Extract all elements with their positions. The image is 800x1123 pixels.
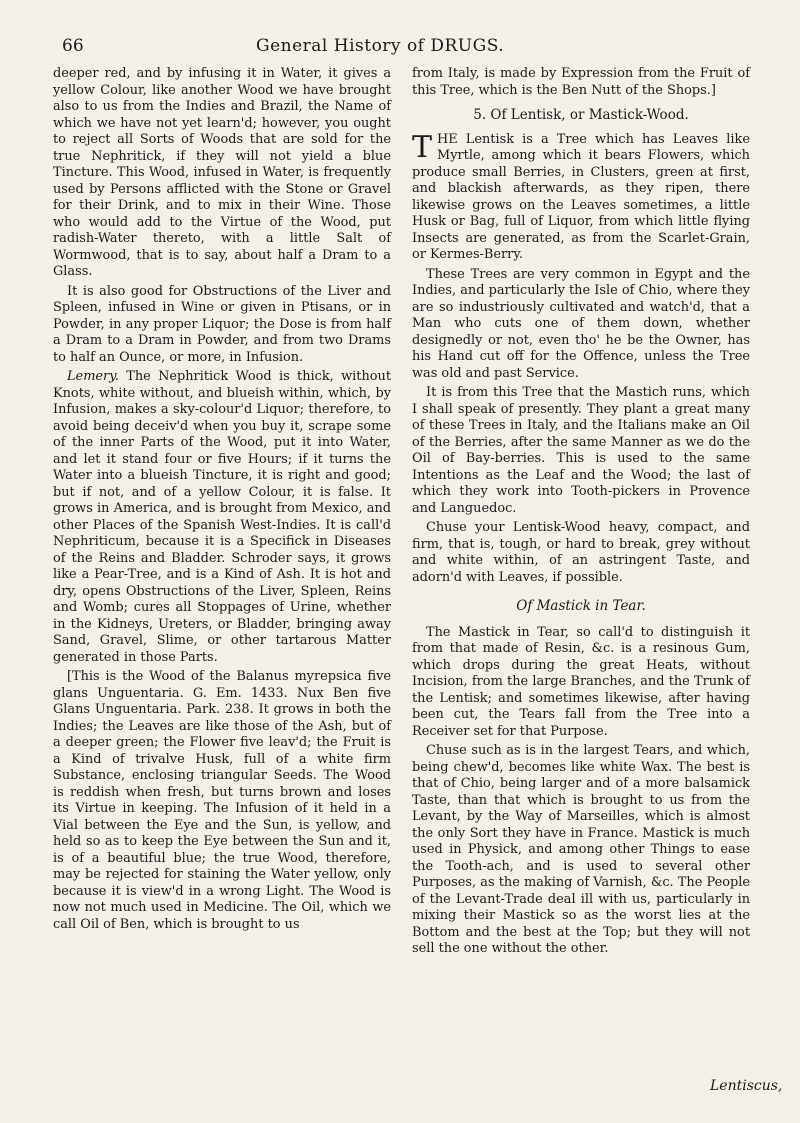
- drop-cap: T: [412, 129, 433, 165]
- right-paragraph-2-text: HE Lentisk is a Tree which has Leaves like Myrtle, among which it bears Flowers, which produce small Berries, in Clusters, green at first, and blackish afterwards, as they ripen, there likewise grows on the Leaves sometimes, a little Husk or Bag, full of Liquor, from which little flying Insects are generated, as from the Scarlet-Grain, or Kermes-Berry.: [412, 131, 750, 262]
- right-paragraph-4: It is from this Tree that the Mastich runs, which I shall speak of presently. They plant a great many of these Trees in Italy, and the Italians make an Oil of the Berries, after the same Manner as we do the Oil of Bay-berries. This is used to the same Intentions as the Leaf and the Wood; the last of which they work into Tooth-pickers in Provence and Languedoc.: [412, 385, 750, 516]
- running-title: General History of DRUGS.: [256, 36, 505, 56]
- margin-note-lemery: Lemery.: [67, 369, 127, 384]
- left-paragraph-4: [This is the Wood of the Balanus myrepsica five glans Unguentaria. G. Em. 1433. Nux Ben five Glans Unguentaria. Park. 238. It grows in both the Indies; the Leaves are like those of the Ash, but of a deeper green; the Flower five leav'd; the Fruit is a Kind of trivalve Husk, full of a white firm Substance, enclosing triangular Seeds. The Wood is reddish when fresh, but turns brown and loses its Virtue in keeping. The Infusion of it held in a Vial between the Eye and the Sun, is yellow, and held so as to keep the Eye between the Sun and it, is of a beautiful blue; the true Wood, therefore, may be rejected for staining the Water yellow, only because it is view'd in a wrong Light. The Wood is now not much used in Medicine. The Oil, which we call Oil of Ben, which is brought to us: [53, 669, 391, 932]
- right-paragraph-7: Chuse such as is in the largest Tears, and which, being chew'd, becomes like white Wax. The best is that of Chio, being larger and of a more balsamick Taste, than that which is brought to us from the Levant, by the Way of Marseilles, which is almost the only Sort they have in France. Mastick is much used in Physick, and among other Things to ease the Tooth-ach, and is used to several other Purposes, as the making of Varnish, &c. The People of the Levant-Trade deal ill with us, particularly in mixing their Mastick so as the worst lies at the Bottom and the best at the Top; but they will not sell the one without the other.: [412, 743, 750, 956]
- section-heading: 5. Of Lentisk, or Mastick-Wood.: [473, 107, 689, 123]
- right-paragraph-3: These Trees are very common in Egypt and the Indies, and particularly the Isle of Chio, where they are so industriously cultivated and watch'd, that a Man who cuts one of them down, whether designedly or not, even tho' he be the Owner, has his Hand cut off for the Offence, unless the Tree was old and past Service.: [412, 266, 750, 381]
- right-paragraph-2: [412, 129, 750, 264]
- left-paragraph-1: deeper red, and by infusing it in Water, it gives a yellow Colour, like another Wood we have brought also to us from the Indies and Brazil, the Name of which we have not yet learn'd; however, you ought to reject all Sorts of Woods that are sold for the true Nephritick, if they will not yield a blue Tincture. This Wood, infused in Water, is frequently used by Persons afflicted with the Stone or Gravel for their Drink, and to mix in their Wine. Those who would add to the Virtue of the Wood, put radish-Water thereto, with a little Salt of Wormwood, that is to say, about half a Dram to a Glass.: [53, 66, 391, 279]
- right-paragraph-1: from Italy, is made by Expression from the Fruit of this Tree, which is the Ben Nutt of the Shops.]: [412, 66, 750, 98]
- left-column: [53, 66, 391, 933]
- left-paragraph-2: It is also good for Obstructions of the Liver and Spleen, infused in Wine or given in Ptisans, or in Powder, in any proper Liquor; the Dose is from half a Dram to a Dram in Powder, and from two Drams to half an Ounce, or more, in Infusion.: [53, 283, 391, 365]
- left-paragraph-3-text: The Nephritick Wood is thick, without Knots, white without, and blueish within, which, by Infusion, makes a sky-colour'd Liquor; therefore, to avoid being deceiv'd when you buy it, scrape some of the inner Parts of the Wood, put it into Water, and let it stand four or five Hours; if it turns the Water into a blueish Tincture, it is right and good; but if not, and of a yellow Colour, it is false. It grows in America, and is brought from Mexico, and other Places of the Spanish West-Indies. It is call'd Nephriticum, because it is a Specifick in Diseases of the Reins and Bladder. Schroder says, it grows like a Pear-Tree, and is a Kind of Ash. It is hot and dry, opens Obstructions of the Liver, Spleen, Reins and Womb; cures all Stoppages of Urine, whether in the Kidneys, Ureters, or Bladder, bringing away Sand, Gravel, Slime, or other tartarous Matter generated in those Parts.: [53, 369, 392, 665]
- left-paragraph-3: [53, 369, 391, 666]
- right-paragraph-6: The Mastick in Tear, so call'd to distinguish it from that made of Resin, &c. is a resinous Gum, which drops during the great Heats, without Incision, from the large Branches, and the Trunk of the Lentisk; and sometimes likewise, after having been cut, the Tears fall from the Tree into a Receiver set for that Purpose.: [412, 624, 750, 739]
- page-number: 66: [62, 36, 84, 56]
- right-column: [412, 66, 750, 958]
- sub-heading: Of Mastick in Tear.: [516, 598, 646, 614]
- right-paragraph-5: Chuse your Lentisk-Wood heavy, compact, and firm, that is, tough, or hard to break, grey without and white within, of an astringent Taste, and adorn'd with Leaves, if possible.: [412, 520, 750, 585]
- lemery-block: [53, 369, 391, 666]
- running-header: [62, 36, 762, 62]
- catchword: Lentiscus,: [710, 1078, 783, 1094]
